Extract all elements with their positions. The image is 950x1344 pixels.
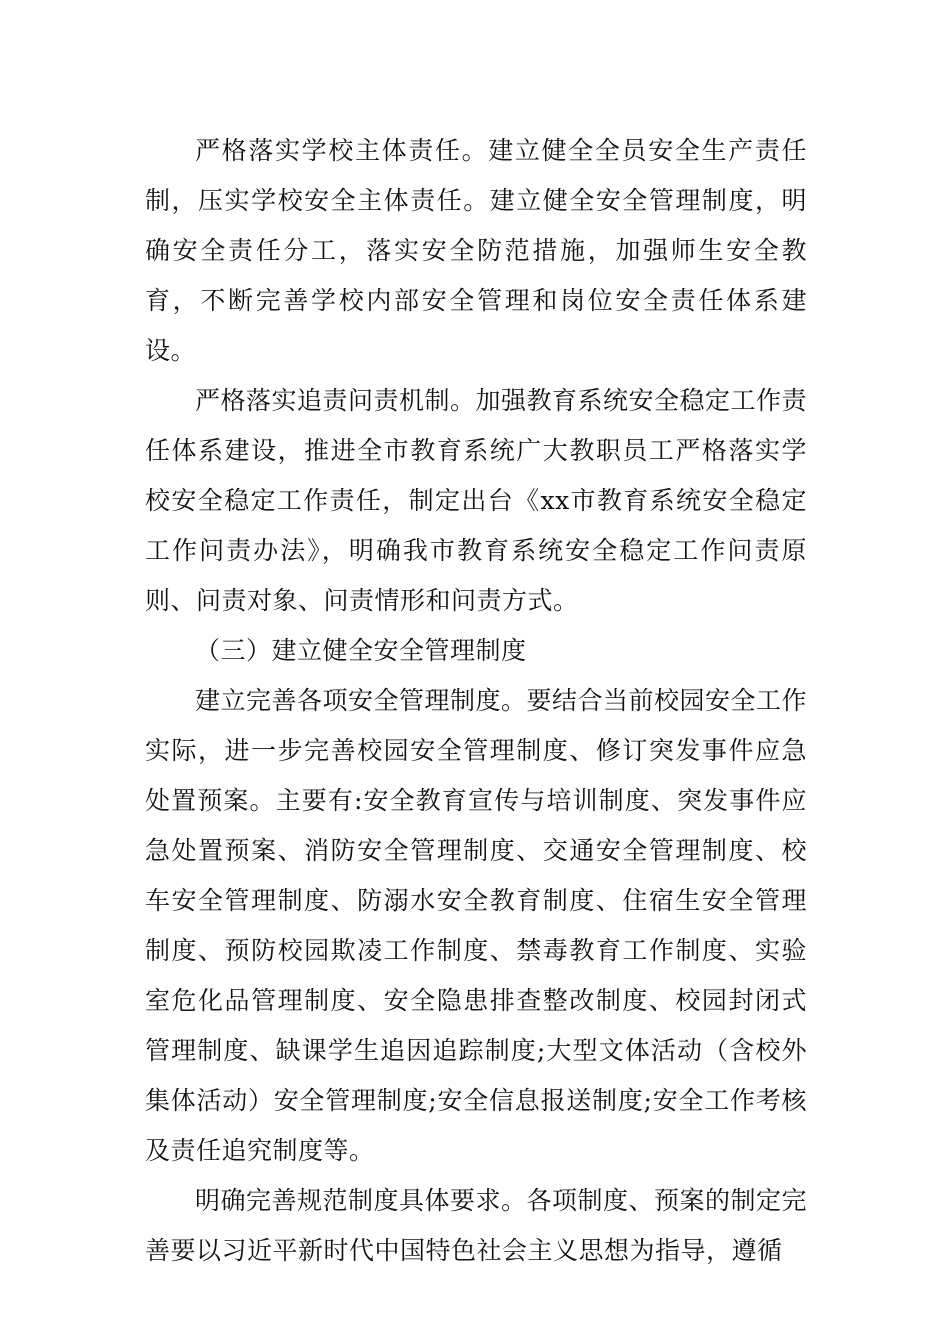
paragraph-accountability-mechanism: 严格落实追责问责机制。加强教育系统安全稳定工作责任体系建设，推进全市教育系统广大教职员工严格落实学校安全稳定工作责任，制定出台《xx市教育系统安全稳定工作问责办法》，明确我市教育系统安全稳定工作问责原则、问责对象、问责情形和问责方式。 xyxy=(145,386,808,615)
paragraph-school-responsibility: 严格落实学校主体责任。建立健全全员安全生产责任制，压实学校安全主体责任。建立健全安全管理制度，明确安全责任分工，落实安全防范措施，加强师生安全教育，不断完善学校内部安全管理和岗位安全责任体系建设。 xyxy=(145,136,807,365)
document-body xyxy=(145,126,807,1276)
section-heading-management-system: （三）建立健全安全管理制度 xyxy=(195,636,527,665)
paragraph-management-regulations: 建立完善各项安全管理制度。要结合当前校园安全工作实际，进一步完善校园安全管理制度、修订突发事件应急处置预案。主要有:安全教育宣传与培训制度、突发事件应急处置预案、消防安全管理制度、交通安全管理制度、校车安全管理制度、防溺水安全教育制度、住宿生安全管理制度、预防校园欺凌工作制度、禁毒教育工作制度、实验室危化品管理制度、安全隐患排查整改制度、校园封闭式管理制度、缺课学生追因追踪制度;大型文体活动（含校外集体活动）安全管理制度;安全信息报送制度;安全工作考核及责任追究制度等。 xyxy=(145,686,808,1165)
paragraph-specific-requirements: 明确完善规范制度具体要求。各项制度、预案的制定完善要以习近平新时代中国特色社会主义思想为指导，遵循 xyxy=(145,1186,808,1265)
